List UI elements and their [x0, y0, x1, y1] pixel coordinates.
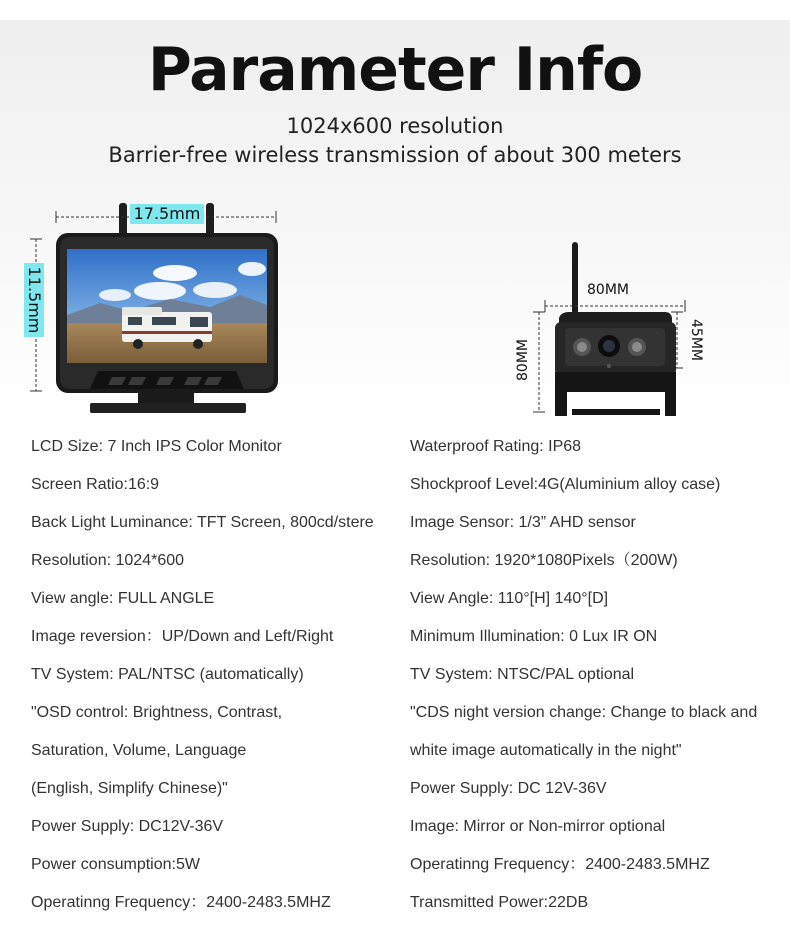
subtitle-resolution: 1024x600 resolution: [286, 114, 504, 138]
spec-row: Image: Mirror or Non-mirror optional: [410, 818, 666, 835]
spec-row: (English, Simplify Chinese)": [31, 780, 228, 797]
spec-row: Power consumption:5W: [31, 856, 200, 873]
monitor-height-label: 11.5mm: [24, 263, 44, 337]
spec-row: Saturation, Volume, Language: [31, 742, 247, 759]
camera-graphic: [515, 240, 705, 425]
camera-height-right-label: 45MM: [687, 319, 704, 361]
spec-row: Resolution: 1920*1080Pixels（200W): [410, 552, 678, 569]
spec-row: Resolution: 1024*600: [31, 552, 185, 569]
spec-row: View Angle: 110°[H] 140°[D]: [410, 590, 609, 607]
spec-row: Back Light Luminance: TFT Screen, 800cd/stere: [31, 514, 374, 531]
spec-row: Power Supply: DC12V-36V: [31, 818, 224, 835]
monitor-illustration: [20, 195, 290, 425]
spec-row: Image Sensor: 1/3” AHD sensor: [410, 514, 636, 531]
spec-row: Operatinng Frequency：2400-2483.5MHZ: [410, 856, 710, 873]
subtitle-transmission: Barrier-free wireless transmission of about 300 meters: [108, 143, 682, 167]
top-band: [0, 0, 790, 20]
camera-width-label: 80MM: [587, 282, 629, 298]
spec-row: Waterproof Rating: IP68: [410, 438, 582, 455]
spec-row: "OSD control: Brightness, Contrast,: [31, 704, 283, 721]
spec-row: Power Supply: DC 12V-36V: [410, 780, 607, 797]
spec-row: Image reversion：UP/Down and Left/Right: [31, 628, 334, 645]
camera-spec-list: [410, 428, 785, 922]
spec-row: Screen Ratio:16:9: [31, 476, 160, 493]
spec-row: View angle: FULL ANGLE: [31, 590, 215, 607]
monitor-spec-list: [31, 428, 411, 922]
spec-row: LCD Size: 7 Inch IPS Color Monitor: [31, 438, 282, 455]
camera-height-left-label: 80MM: [514, 339, 531, 381]
spec-row: TV System: NTSC/PAL optional: [410, 666, 635, 683]
spec-row: white image automatically in the night": [410, 742, 682, 759]
spec-row: Minimum Illumination: 0 Lux IR ON: [410, 628, 658, 645]
spec-row: "CDS night version change: Change to black and: [410, 704, 758, 721]
monitor-graphic: [20, 195, 290, 425]
page-title: Parameter Info: [147, 35, 643, 105]
spec-row: TV System: PAL/NTSC (automatically): [31, 666, 304, 683]
camera-illustration: [515, 240, 705, 425]
monitor-width-label: 17.5mm: [130, 204, 204, 224]
spec-row: Shockproof Level:4G(Aluminium alloy case): [410, 476, 721, 493]
spec-row: Operatinng Frequency：2400-2483.5MHZ: [31, 894, 331, 911]
spec-row: Transmitted Power:22DB: [410, 894, 589, 911]
